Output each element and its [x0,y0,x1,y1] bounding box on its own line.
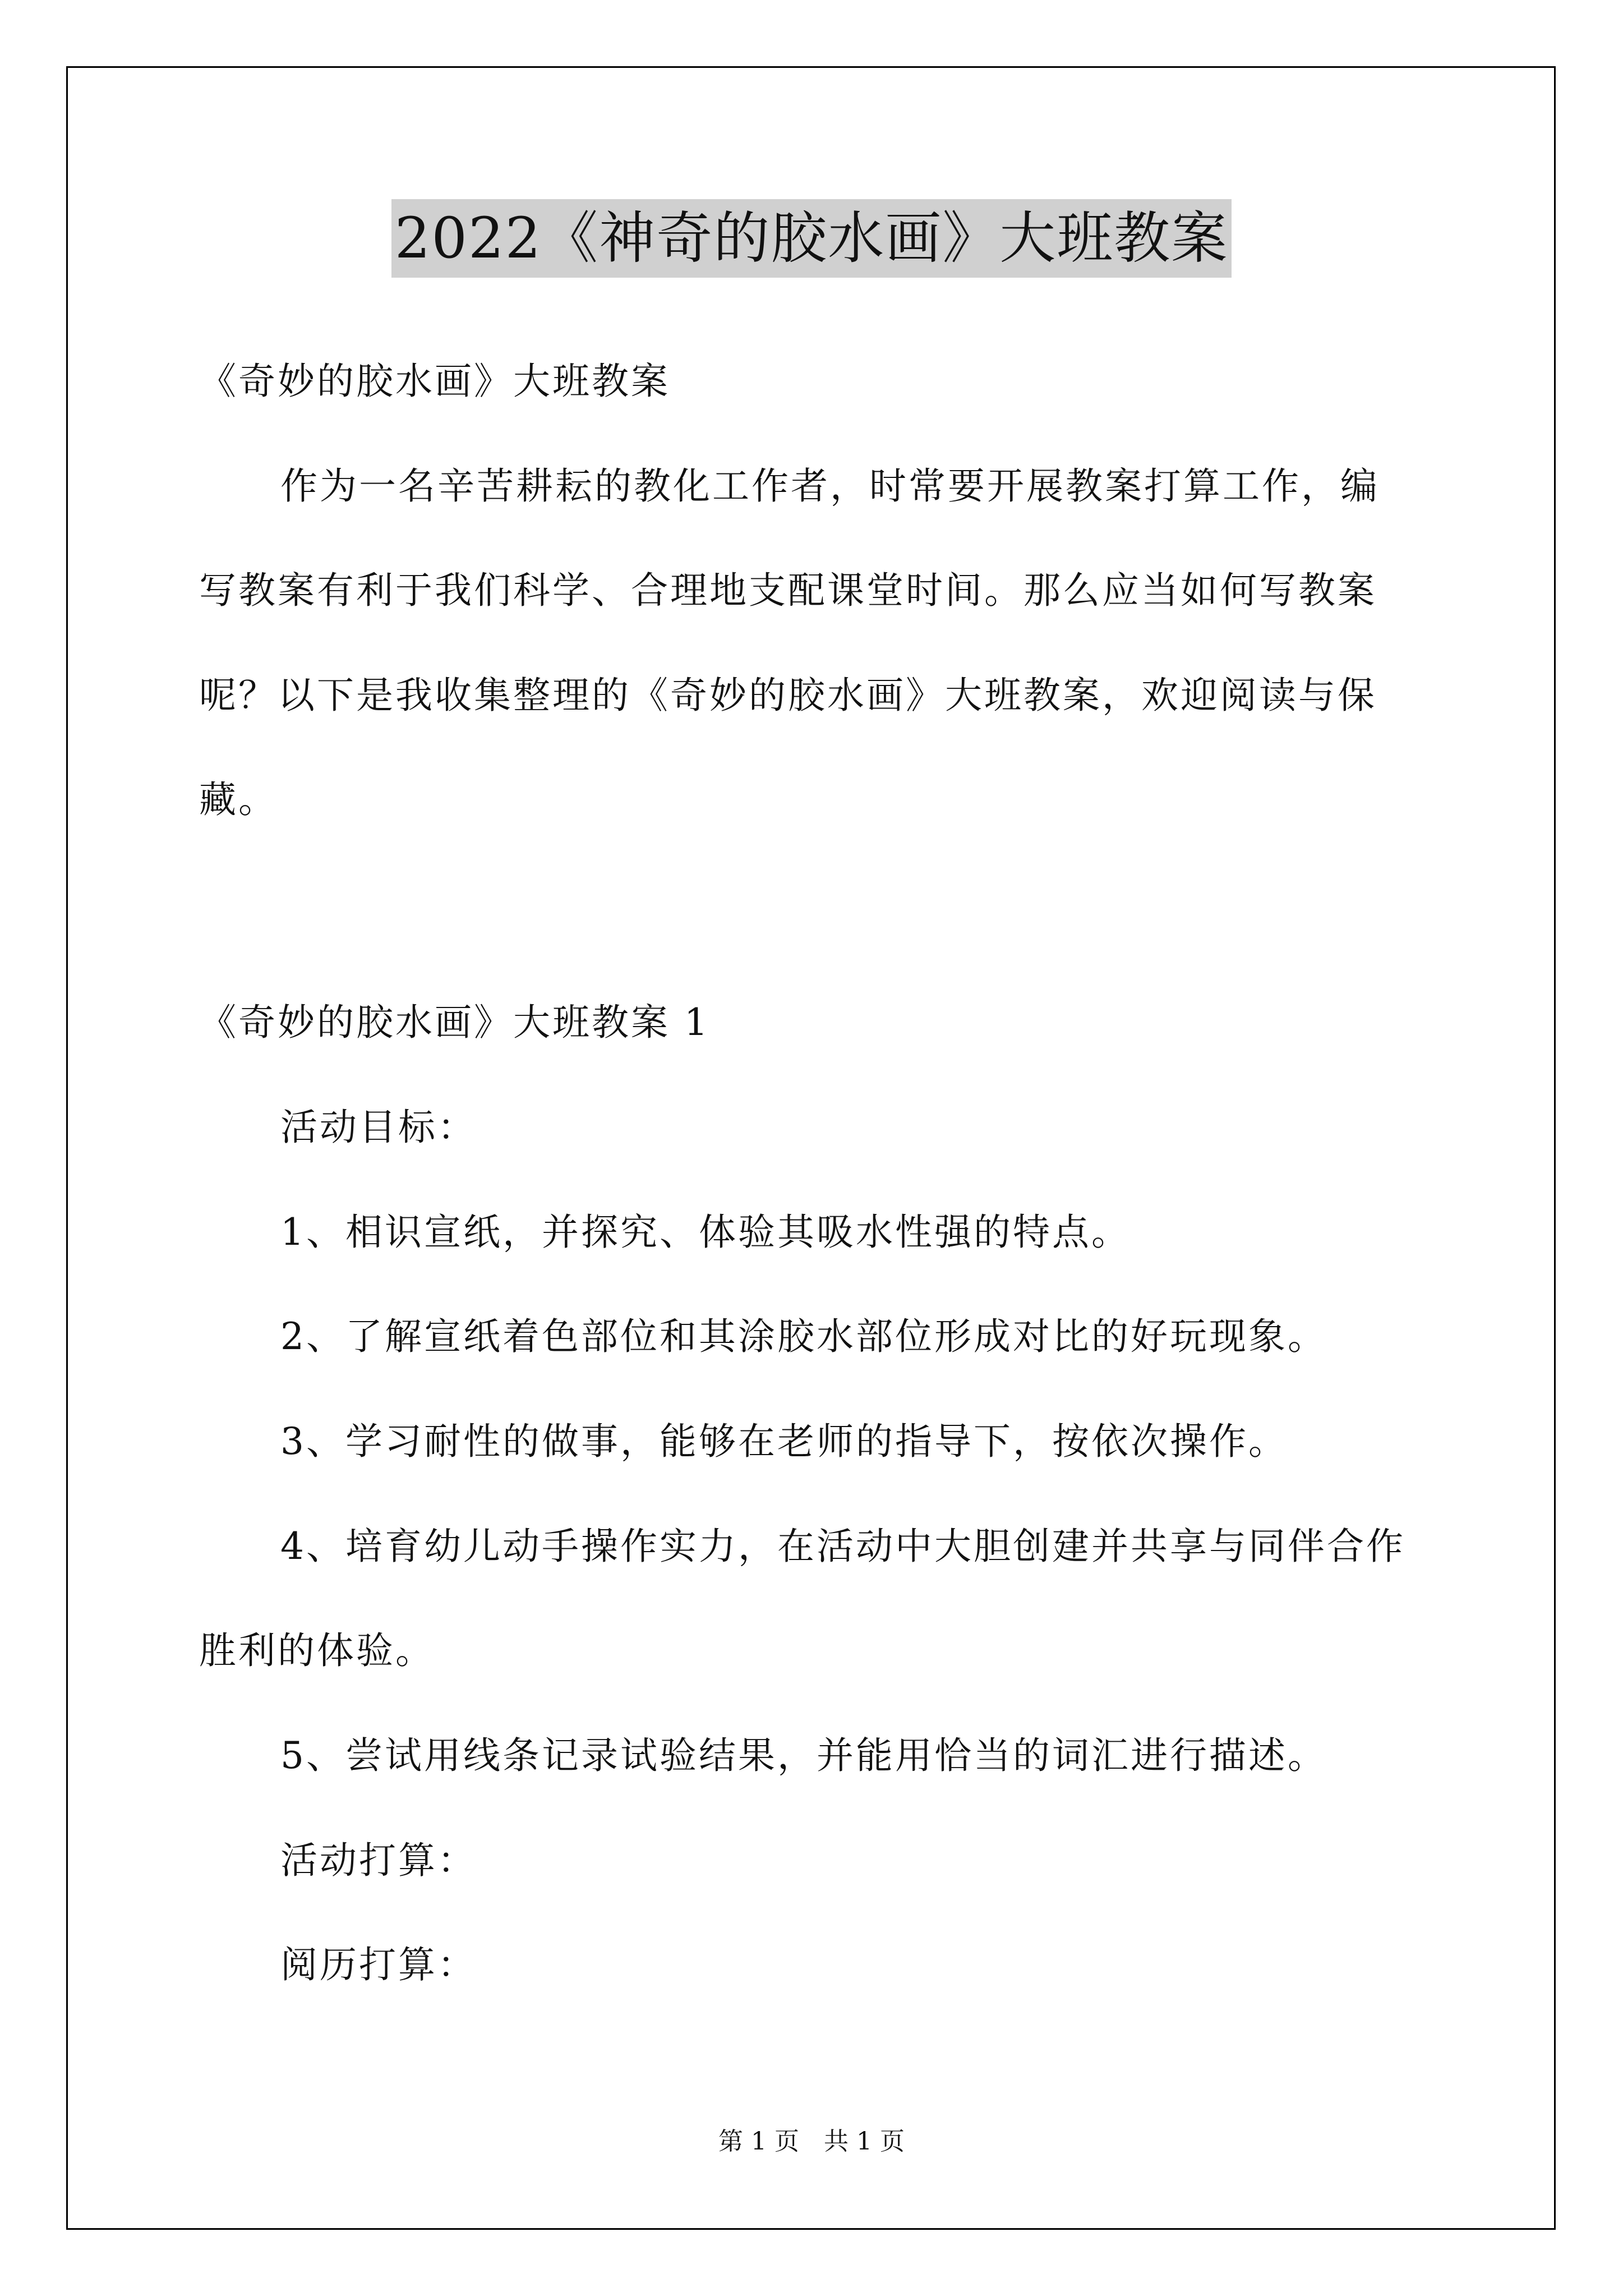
goal-3: 3、学习耐性的做事，能够在老师的指导下，按依次操作。 [280,1420,1288,1463]
title-wrap [0,199,1623,278]
section-heading: 《奇妙的胶水画》大班教案 1 [199,1001,710,1044]
document-title: 2022《神奇的胶水画》大班教案 [391,199,1232,278]
goals-heading: 活动目标： [280,1106,477,1149]
intro-line-2: 写教案有利于我们科学、合理地支配课堂时间。那么应当如何写教案 [199,569,1377,612]
intro-line-4: 藏。 [199,778,278,821]
goal-4-line-2: 胜利的体验。 [199,1629,435,1672]
intro-line-1: 作为一名辛苦耕耘的教化工作者，时常要开展教案打算工作，编 [280,464,1380,508]
subtitle-line: 《奇妙的胶水画》大班教案 [199,360,670,403]
goal-4-line-1: 4、培育幼儿动手操作实力，在活动中大胆创建并共享与同伴合作 [280,1525,1405,1568]
goal-5: 5、尝试用线条记录试验结果，并能用恰当的词汇进行描述。 [280,1734,1327,1777]
experience-prep-heading: 阅历打算： [280,1943,477,1986]
intro-line-3: 呢？以下是我收集整理的《奇妙的胶水画》大班教案，欢迎阅读与保 [199,674,1377,717]
goal-1: 1、相识宣纸，并探究、体验其吸水性强的特点。 [280,1211,1131,1254]
prep-heading: 活动打算： [280,1839,477,1882]
goal-2: 2、了解宣纸着色部位和其涂胶水部位形成对比的好玩现象。 [280,1315,1327,1358]
page-footer: 第 1 页 共 1 页 [718,2127,905,2156]
